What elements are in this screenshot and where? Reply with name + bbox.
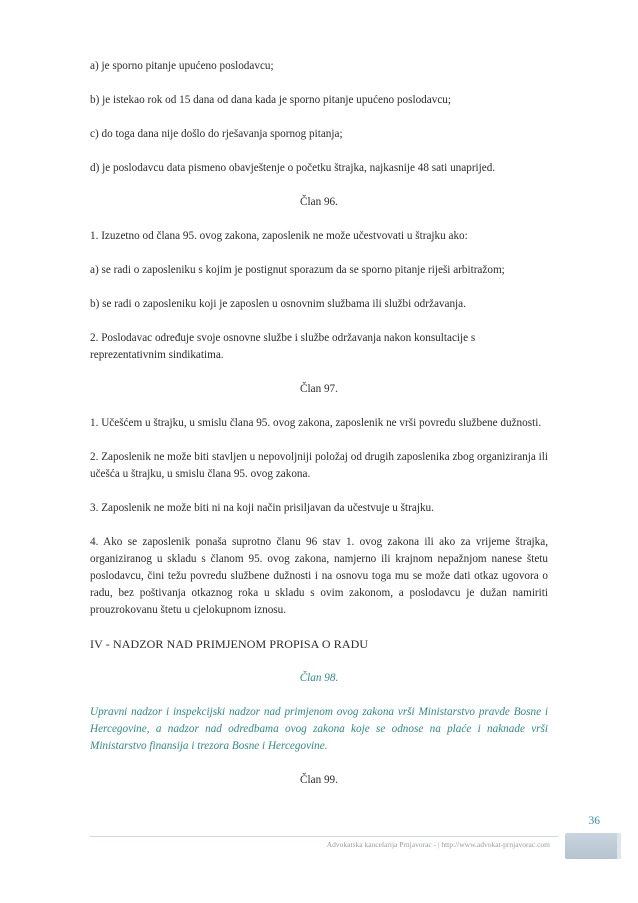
- paragraph-4: d) je poslodavcu data pismeno obavještenje o početku štrajka, najkasnije 48 sati unaprijed.: [90, 162, 496, 174]
- page-number: 36: [588, 815, 600, 827]
- paragraph-13: 3. Zaposlenik ne može biti ni na koji način prisiljavan da učestvuje u štrajku.: [90, 502, 434, 514]
- paragraph-3: c) do toga dana nije došlo do rješavanja spornog pitanja;: [90, 128, 343, 140]
- paragraph-9: 2. Poslodavac određuje svoje osnovne službe i službe održavanja nakon konsultacije s reprezentativnim sindikatima.: [90, 332, 476, 361]
- paragraph-12: 2. Zaposlenik ne može biti stavljen u nepovoljniji položaj od drugih zaposlenika zbog organiziranja ili učešća u štrajku, u smislu člana 95. ovog zakona.: [90, 451, 548, 480]
- footer-tab-decoration: [565, 833, 617, 859]
- article-99-title: Član 99.: [300, 774, 338, 786]
- document-body: [90, 58, 548, 806]
- footer-text: Advokatska kancelarija Prnjavorac - | http://www.advokat-prnjavorac.com: [326, 840, 550, 849]
- paragraph-17: Upravni nadzor i inspekcijski nadzor nad primjenom ovog zakona vrši Ministarstvo pravde Bosne i Hercegovine, a nadzor nad odredbama ovog zakona koje se odnose na plaće i naknade vrši Ministarstvo finansija i trezora Bosne i Hercegovine.: [90, 706, 548, 752]
- paragraph-8: b) se radi o zaposleniku koji je zaposlen u osnovnim službama ili službi održavanja.: [90, 298, 466, 310]
- paragraph-7: a) se radi o zaposleniku s kojim je postignut sporazum da se sporno pitanje riješi arbitražom;: [90, 264, 505, 276]
- paragraph-11: 1. Učešćem u štrajku, u smislu člana 95. ovog zakona, zaposlenik ne vrši povredu službene dužnosti.: [90, 417, 542, 429]
- paragraph-1: a) je sporno pitanje upućeno poslodavcu;: [90, 60, 274, 72]
- paragraph-14: 4. Ako se zaposlenik ponaša suprotno članu 96 stav 1. ovog zakona ili ako za vrijeme štrajka, organiziranog u skladu s članom 95. ovog zakona, namjerno ili krajnom nepažnjom nanese štetu poslodavcu, čini težu povredu službene dužnosti i na osnovu toga mu se može dati otkaz ugovora o radu, bez poštivanja otkaznog roka u skladu s ovim zakonom, a poslodavcu je dužan namiriti prouzrokovanu štetu u cjelokupnom iznosu.: [90, 536, 548, 616]
- section-heading: IV - NADZOR NAD PRIMJENOM PROPISA O RADU: [90, 637, 369, 651]
- article-96-title: Član 96.: [300, 196, 338, 208]
- paragraph-2: b) je istekao rok od 15 dana od dana kada je sporno pitanje upućeno poslodavcu;: [90, 94, 452, 106]
- footer-divider: [90, 836, 558, 837]
- article-97-title: Član 97.: [300, 383, 338, 395]
- article-98-title: Član 98.: [299, 672, 339, 684]
- paragraph-6: 1. Izuzetno od člana 95. ovog zakona, zaposlenik ne može učestvovati u štrajku ako:: [90, 230, 468, 242]
